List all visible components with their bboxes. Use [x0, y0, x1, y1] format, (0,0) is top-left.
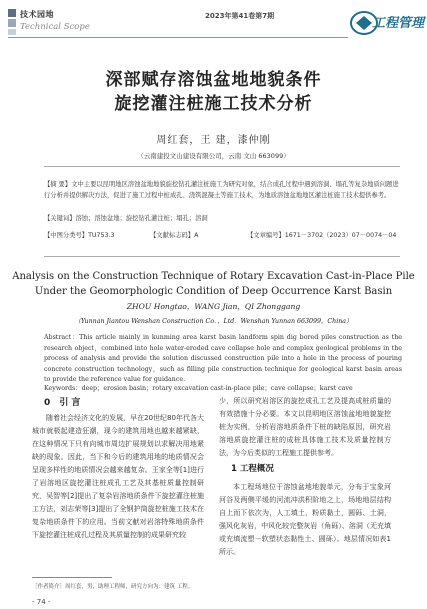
article-title-line-2: 旋挖灌注桩施工技术分析 [114, 94, 313, 114]
english-title-line-2: Under the Geomorphologic Condition of Deep Occurrence Karst Basin [34, 286, 393, 297]
english-affiliation: （Yunnan Jiantou Wenshan Construction Co．，Ltd．Wenshan Yunnan 663099，China） [74, 318, 353, 325]
article-number: 【文章编号】1671－3702（2023）07－0074－04 [247, 232, 397, 239]
document-code: 【文献标志码】A [150, 232, 199, 239]
affiliation: （云南建投文山建设有限公司，云南 文山 663099） [137, 152, 290, 160]
author-footnote: ［作者简介］周红套，男，助理工程师，研究方向为：建筑 工程。 [32, 584, 194, 590]
header-mark-dark [8, 9, 16, 17]
header-rule [8, 37, 348, 38]
english-abstract: Abstract：This article mainly in kunming area karst basin landform spin dig bored piles construction as the research object，combined into hole water-eroded cave collapse hole and complex geological problems in the process of analysis and provide the solution discussed construction pile into a hole in the process of pouring concrete construction technology，such as filling pile construction technique for geological karst basin areas to provide the reference value for guidance. [44, 334, 402, 384]
english-keywords: Keywords：deep；erosion basin；rotary excavation cast-in-place pile；cave collapse；karst cave [44, 385, 353, 392]
column-name-cn: 技术园地 [20, 10, 54, 19]
issue-info: 2023年第41卷第7期 [205, 12, 275, 20]
body-right-column-bottom: 本工程场地位于溶蚀盆地地貌单元，分布于宝象河河谷及两侧平缓的河流冲洪积阶地之上，场地地层结构自上而下依次为，人工填土，粉质黏土，圆砾、土洞，强风化灰岩，中风化较完整灰岩（角砾）、溶洞（无充填或充填流塑－软塑状态黏性土、圆砾）。地层情况如表1所示。 [219, 483, 391, 556]
body-left-column: 随着社会经济文化的发展，早在20世纪80年代各大城市就极起建造狂潮，现今的建筑用地也越来越紧缺，在这种情况下只有向城市周边扩展规划以求解决用地紧缺的现象。因此，当下和今后的建筑用地的地质情况会呈现多样性的地质情况会越来越复杂。王家全等[1]进行了岩溶地区旋挖灌注桩成孔工艺及其基桩质量控制研究，吴智等[2]提出了复杂岩溶地质条件下旋挖灌注桩施工方法，刘志荣等[3]提出了全钢护筒旋挖桩施工技术在复杂地质条件下的应用。当前文献对岩溶特殊地质条件下旋挖灌注桩成孔过程及其质量控制的成果研究较 [32, 414, 204, 539]
header-mark-light [8, 29, 16, 35]
english-title-line-1: Analysis on the Construction Technique of Rotary Excavation Cast-in-Place Pile [12, 271, 415, 282]
column-name-en: Technical Scope [20, 22, 90, 32]
abstract-top-rule [44, 166, 400, 167]
section-1-heading: 1 工程概况 [231, 464, 274, 474]
section-0-heading: 0 引言 [44, 398, 84, 408]
keywords-cn: 【关键词】溶蚀；溶蚀盆地；旋挖钻孔灌注桩；塌孔；溶洞 [44, 215, 208, 222]
article-title-line-1: 深部赋存溶蚀盆地地貌条件 [105, 70, 322, 90]
body-right-column-top: 少，所以研究岩溶区的旋挖成孔工艺及提高成桩质量的有效措施十分必要。本文以昆明地区溶蚀盆地地貌旋挖桩为实例，分析岩溶地质条件下桩的缺陷原因，研究岩溶地质旋挖灌注桩的成桩具体施工技术及质量控制方法，为今后类似的工程施工提供参考。 [219, 397, 391, 457]
footnote-rule [32, 577, 112, 578]
abstract-bottom-rule [44, 256, 400, 257]
authors: 周红套，王 建，漆仲刚 [156, 135, 271, 146]
english-authors: ZHOU Hongtao，WANG Jian，QI Zhonggang [126, 302, 301, 311]
header-mark-mid [8, 19, 16, 27]
clc-number: 【中图分类号】TU753.3 [44, 232, 115, 239]
page-number: - 74 - [32, 598, 51, 606]
abstract-cn: 【摘 要】文中主要以昆明地区溶蚀盆地地貌旋挖钻孔灌注桩施工为研究对象，结合成孔过程中遇到溶洞、塌孔等复杂地质问题进行分析并提供解决方法，促进了施工过程中桩成孔、浇筑混凝土等施工技术，为地质溶蚀盆地地区灌注桩施工技术提供参考。 [44, 181, 399, 199]
journal-logo-text: 工程管理 [372, 16, 425, 31]
